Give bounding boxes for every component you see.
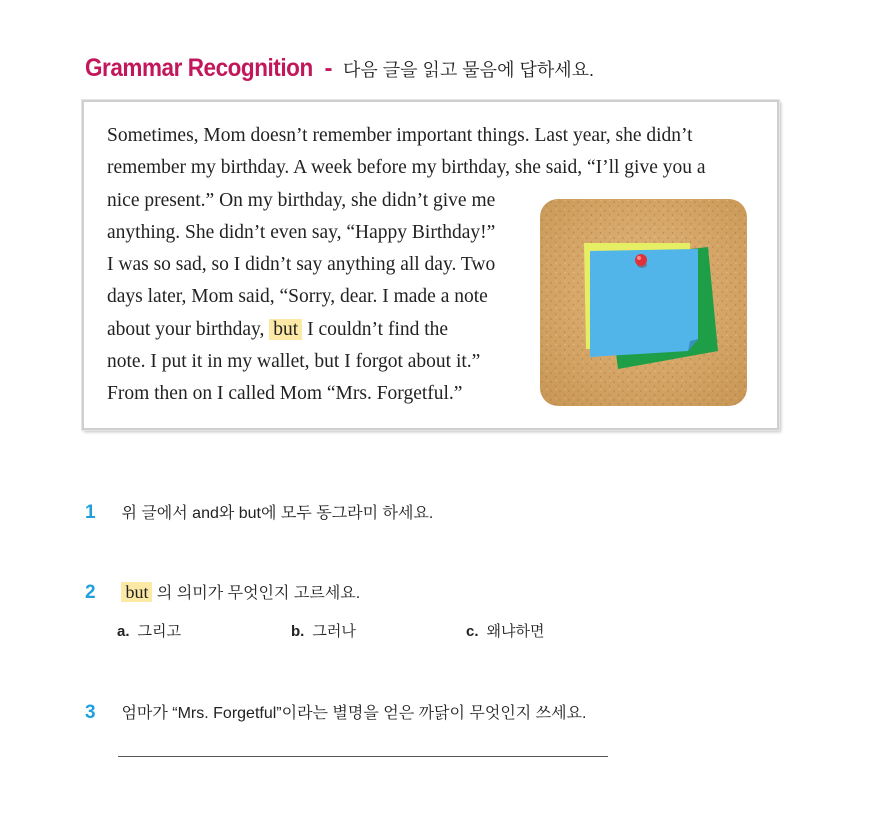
passage-line: Sometimes, Mom doesn’t remember important things. Last year, she didn’t <box>107 125 693 146</box>
passage-line: anything. She didn’t even say, “Happy Birthday!” <box>107 221 496 243</box>
question-3 <box>85 700 587 724</box>
highlighted-word-but: but <box>121 582 152 602</box>
passage-line: nice present.” On my birthday, she didn’t give me <box>107 189 496 211</box>
passage-line-end: I couldn’t find the <box>302 318 449 340</box>
passage-line: days later, Mom said, “Sorry, dear. I made a note <box>107 286 488 308</box>
option-label: b. <box>291 623 305 640</box>
passage-line: note. I put it in my wallet, but I forgot about it.” <box>107 351 481 373</box>
question-2 <box>85 580 360 604</box>
question-number: 1 <box>85 502 96 523</box>
section-header <box>85 54 594 83</box>
option-c[interactable] <box>466 620 544 641</box>
answer-line[interactable] <box>118 756 608 757</box>
section-instruction: 다음 글을 읽고 물음에 답하세요. <box>342 60 595 80</box>
option-label: a. <box>117 623 130 640</box>
question-text: 위 글에서 and와 but에 모두 동그라미 하세요. <box>121 505 434 522</box>
option-label: c. <box>466 623 479 640</box>
answer-options <box>117 620 617 640</box>
highlighted-word-but: but <box>269 319 302 340</box>
option-b[interactable] <box>291 620 356 641</box>
question-1 <box>85 500 433 524</box>
option-text: 그리고 <box>137 623 181 640</box>
question-text: 엄마가 “Mrs. Forgetful”이라는 별명을 얻은 까닭이 무엇인지 쓰세요. <box>121 705 587 722</box>
option-text: 그러나 <box>312 623 356 640</box>
question-text: 의 의미가 무엇인지 고르세요. <box>156 585 361 602</box>
option-text: 왜냐하면 <box>486 623 545 640</box>
passage-line: remember my birthday. A week before my birthday, she said, “I’ll give you a <box>107 157 706 179</box>
question-number: 3 <box>85 702 96 723</box>
sticky-notes-on-corkboard-icon <box>540 199 747 406</box>
question-number: 2 <box>85 582 96 603</box>
section-title: Grammar Recognition <box>85 54 313 82</box>
title-separator: - <box>324 55 333 82</box>
option-a[interactable] <box>117 620 181 641</box>
passage-line: From then on I called Mom “Mrs. Forgetful.” <box>107 383 463 405</box>
reading-passage-box <box>82 100 779 430</box>
passage-line-start: about your birthday, <box>107 318 270 340</box>
passage-line: I was so sad, so I didn’t say anything all day. Two <box>107 254 496 276</box>
